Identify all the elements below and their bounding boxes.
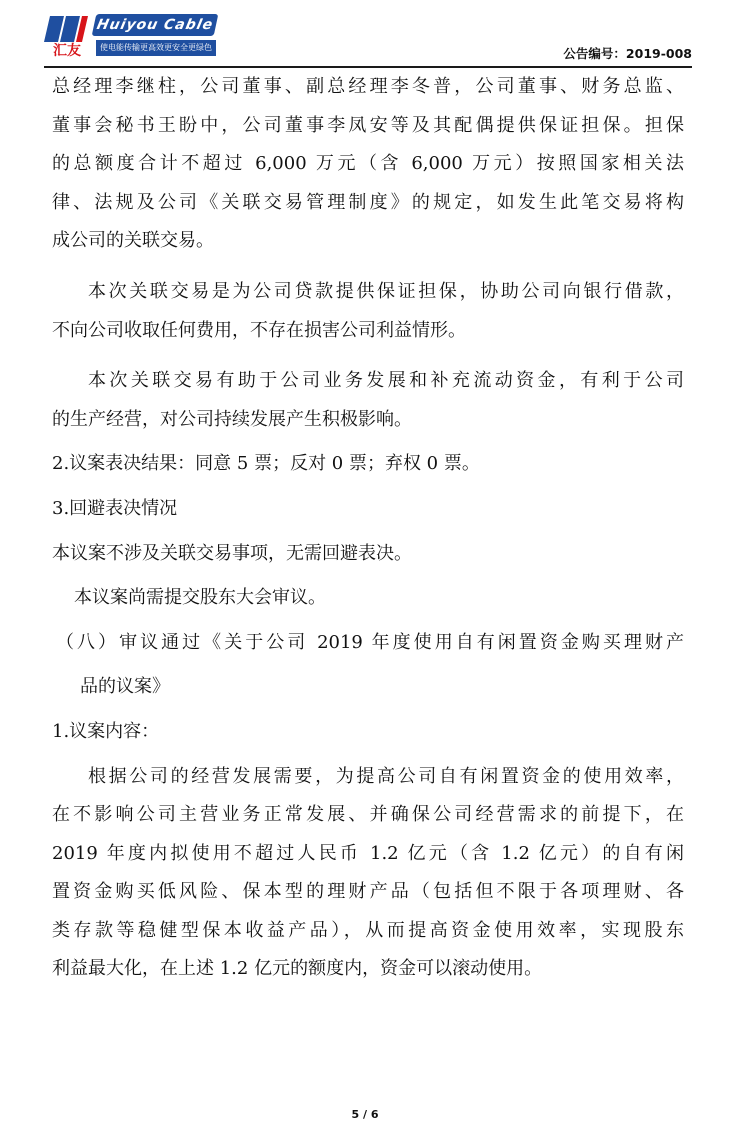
text-line: 3.回避表决情况 bbox=[52, 497, 178, 519]
text-line: 本议案尚需提交股东大会审议。 bbox=[74, 587, 326, 609]
text-line: 本次关联交易是为公司贷款提供保证担保，协助公司向银行借款， bbox=[88, 280, 684, 302]
company-logo bbox=[44, 12, 219, 62]
text-line: 1.议案内容： bbox=[52, 720, 160, 742]
text-line: 成公司的关联交易。 bbox=[52, 230, 214, 252]
text-line: 不向公司收取任何费用，不存在损害公司利益情形。 bbox=[52, 319, 466, 341]
text-line: 本议案不涉及关联交易事项，无需回避表决。 bbox=[52, 542, 412, 564]
logo-slogan: 使电能传输更高效更安全更绿色 bbox=[96, 40, 216, 56]
text-line: 置资金购买低风险、保本型的理财产品（包括但不限于各项理财、各 bbox=[52, 881, 684, 903]
text-line: 2019 年度内拟使用不超过人民币 1.2 亿元（含 1.2 亿元）的自有闲 bbox=[52, 842, 684, 864]
text-line: 律、法规及公司《关联交易管理制度》的规定，如发生此笔交易将构 bbox=[52, 191, 684, 213]
text-line: 的总额度合计不超过 6,000 万元（含 6,000 万元）按照国家相关法 bbox=[52, 153, 684, 175]
text-line: 2.议案表决结果：同意 5 票；反对 0 票；弃权 0 票。 bbox=[52, 453, 480, 475]
section-heading: 品的议案》 bbox=[80, 676, 170, 698]
text-line: 在不影响公司主营业务正常发展、并确保公司经营需求的前提下，在 bbox=[52, 804, 684, 826]
page-number: 5 / 6 bbox=[351, 1108, 379, 1121]
text-line: 本次关联交易有助于公司业务发展和补充流动资金，有利于公司 bbox=[88, 370, 684, 392]
text-line: 董事会秘书王盼中，公司董事李凤安等及其配偶提供保证担保。担保 bbox=[52, 114, 684, 136]
text-line: 的生产经营，对公司持续发展产生积极影响。 bbox=[52, 408, 412, 430]
document-body bbox=[52, 68, 684, 989]
text-line: 利益最大化，在上述 1.2 亿元的额度内，资金可以滚动使用。 bbox=[52, 958, 543, 980]
text-line: 根据公司的经营发展需要，为提高公司自有闲置资金的使用效率， bbox=[88, 765, 684, 787]
page-header bbox=[44, 12, 692, 66]
text-line: 总经理李继柱，公司董事、副总经理李冬普，公司董事、财务总监、 bbox=[52, 76, 684, 97]
notice-number: 公告编号：2019-008 bbox=[563, 46, 692, 61]
logo-chinese-name: 汇友 bbox=[53, 43, 81, 59]
logo-english-name: Huiyou Cable bbox=[92, 14, 219, 36]
text-line: 类存款等稳健型保本收益产品），从而提高资金使用效率，实现股东 bbox=[52, 919, 684, 941]
section-heading: （八）审议通过《关于公司 2019 年度使用自有闲置资金购买理财产 bbox=[56, 631, 684, 653]
